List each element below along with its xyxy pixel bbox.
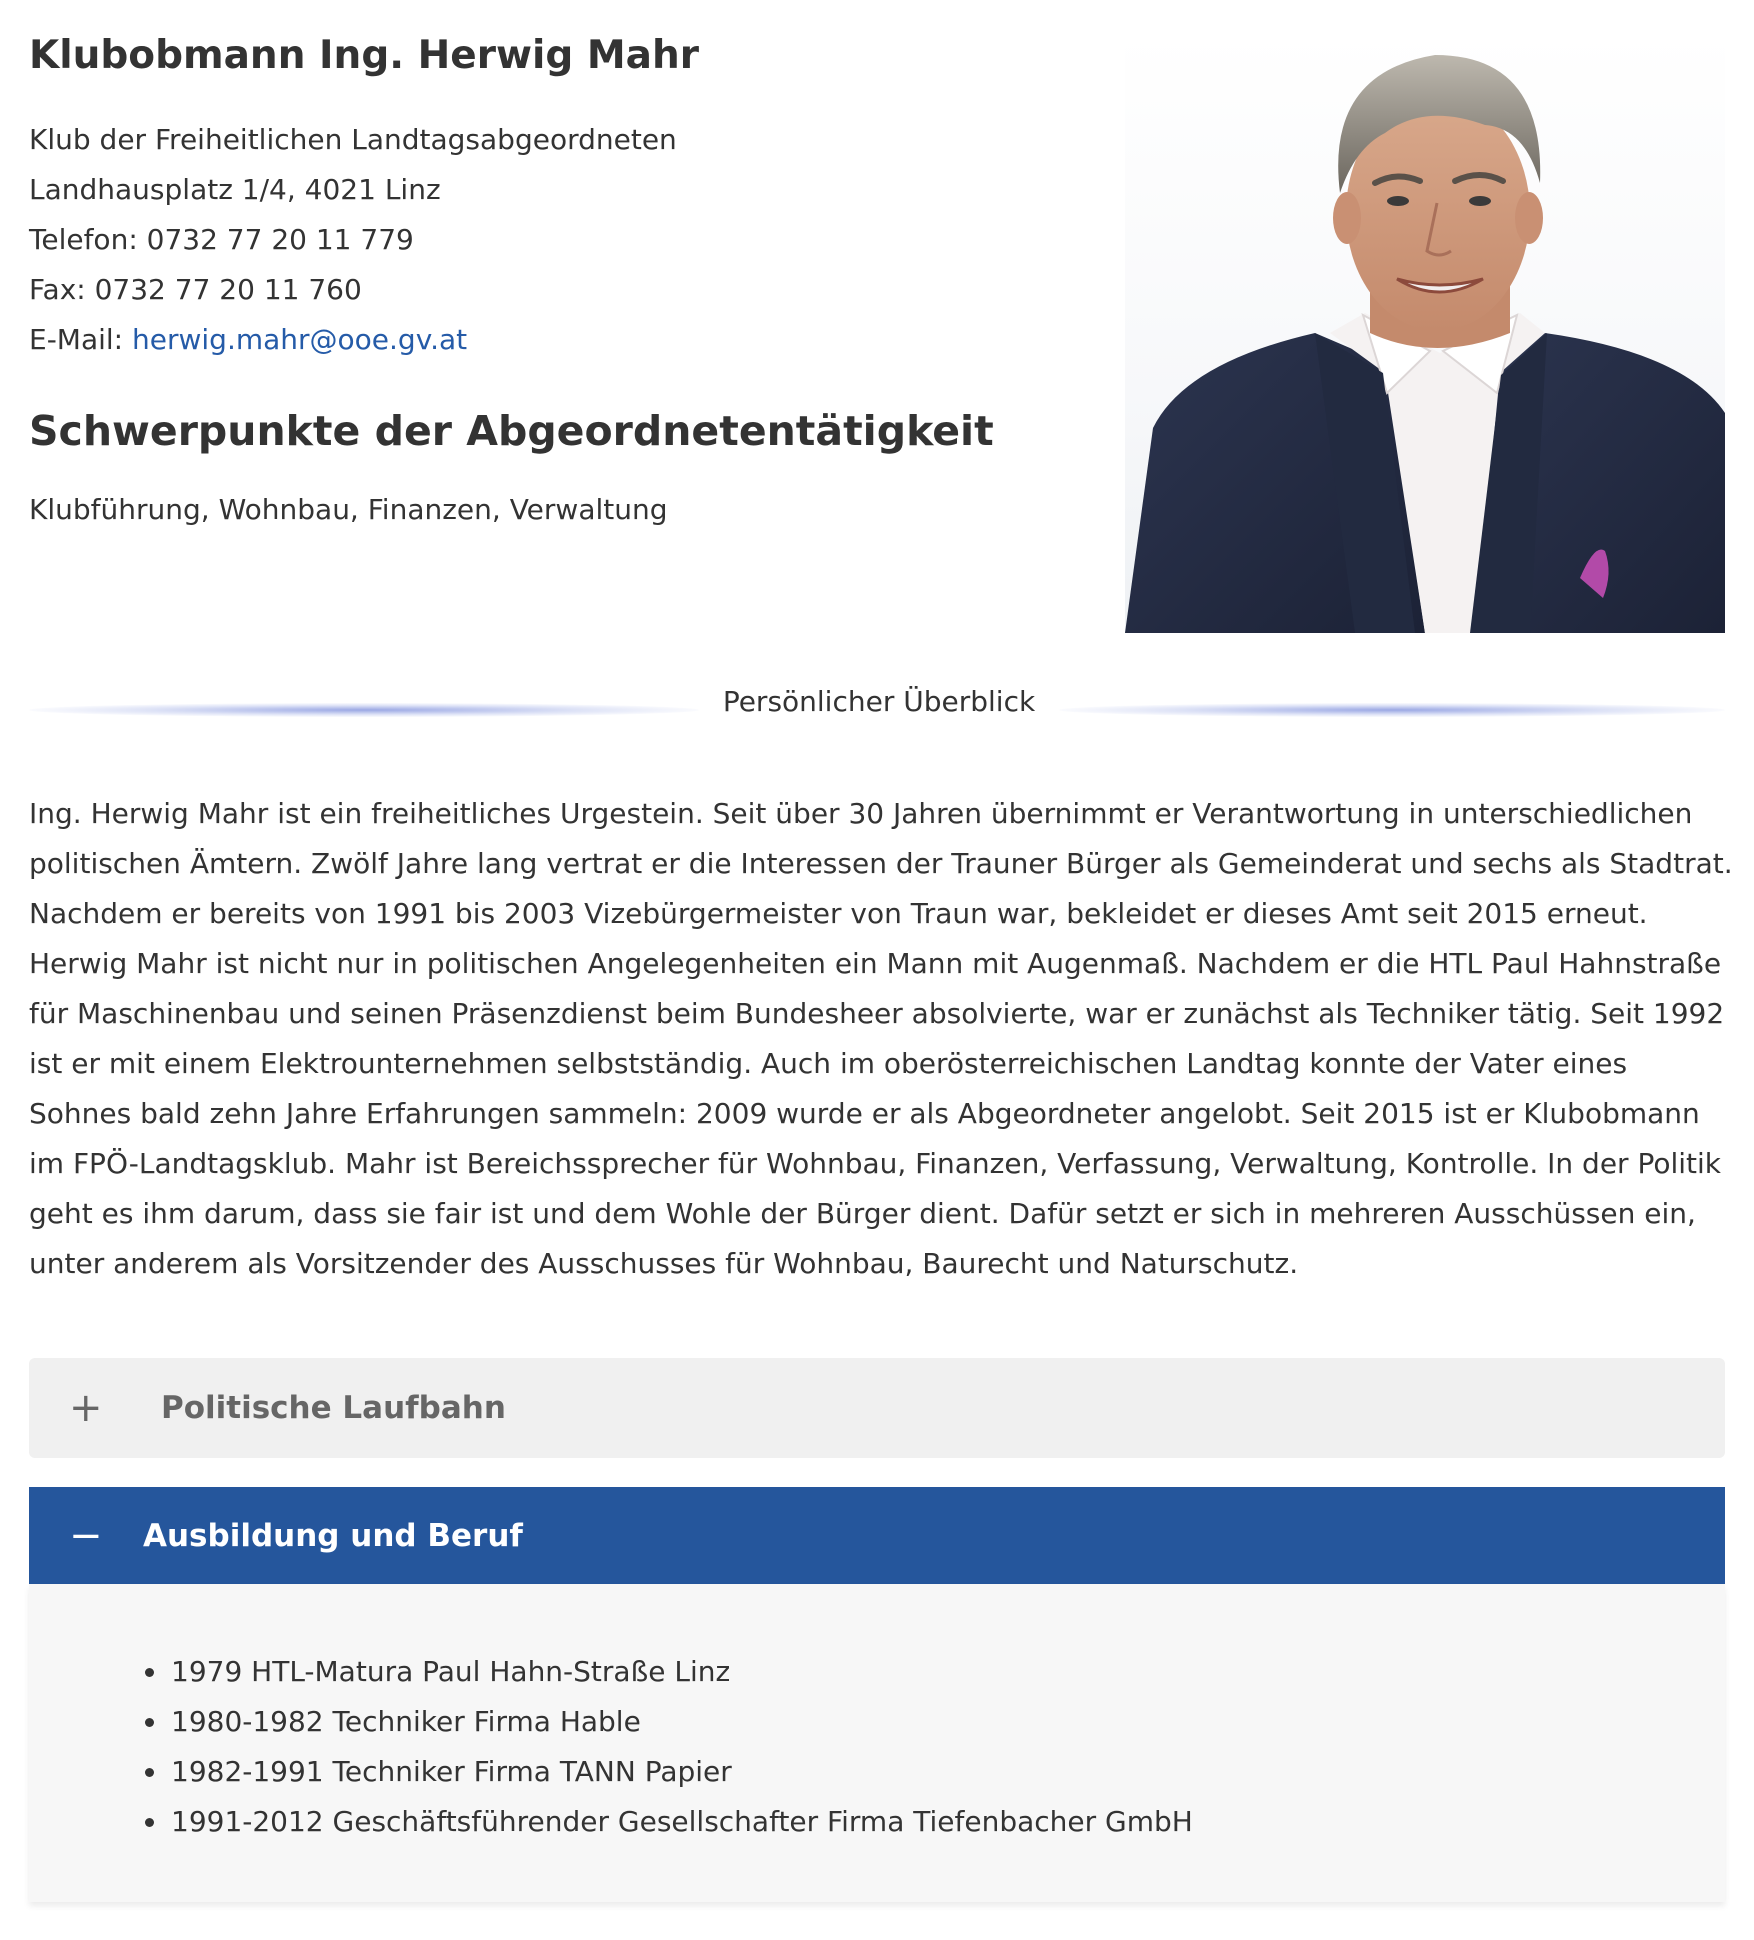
plus-icon: + (69, 1385, 103, 1431)
email-link[interactable]: herwig.mahr@ooe.gv.at (132, 323, 468, 356)
accordion-ausbildung-beruf (29, 1487, 1725, 1902)
bio-line: Nachdem er bereits von 1991 bis 2003 Vizebürgermeister von Traun war, bekleidet er dieses Amt seit 2015 erneut. (29, 897, 1648, 930)
accordion-title: Politische Laufbahn (161, 1390, 506, 1426)
bio-line: Sohnes bald zehn Jahre Erfahrungen sammeln: 2009 wurde er als Abgeordneter angelobt. Seit 2015 ist er Klubobmann (29, 1097, 1700, 1130)
list-item: • 1982-1991 Techniker Firma TANN Papier (169, 1747, 1725, 1797)
list-item: • 1991-2012 Geschäftsführender Gesellschafter Firma Tiefenbacher GmbH (169, 1797, 1725, 1847)
focus-text: Klubführung, Wohnbau, Finanzen, Verwaltung (29, 493, 668, 526)
accordion-politische-laufbahn (29, 1358, 1725, 1458)
bio-line: Herwig Mahr ist nicht nur in politischen Angelegenheiten ein Mann mit Augenmaß. Nachdem er die HTL Paul Hahnstraße (29, 947, 1722, 980)
accordion-header-career[interactable] (29, 1358, 1725, 1458)
portrait-photo (1125, 33, 1725, 633)
bio-line: politischen Ämtern. Zwölf Jahre lang vertrat er die Interessen der Trauner Bürger als Gemeinderat und sechs als Stadtrat. (29, 847, 1733, 880)
contact-email (29, 315, 1127, 365)
bio-line: ist er mit einem Elektrounternehmen selbstständig. Auch im oberösterreichischen Landtag konnte der Vater eines (29, 1047, 1628, 1080)
list-item: • 1980-1982 Techniker Firma Hable (169, 1697, 1725, 1747)
page-title: Klubobmann Ing. Herwig Mahr (29, 33, 699, 78)
profile-header (29, 30, 1127, 530)
contact-phone: Telefon: 0732 77 20 11 779 (29, 223, 414, 256)
list-item: • 1979 HTL-Matura Paul Hahn-Straße Linz (169, 1647, 1725, 1697)
contact-fax: Fax: 0732 77 20 11 760 (29, 273, 362, 306)
focus-heading: Schwerpunkte der Abgeordnetentätigkeit (29, 407, 994, 455)
contact-org: Klub der Freiheitlichen Landtagsabgeordneten (29, 123, 677, 156)
bio-line: unter anderem als Vorsitzender des Ausschusses für Wohnbau, Baurecht und Naturschutz. (29, 1247, 1299, 1280)
contact-block (29, 115, 1127, 365)
contact-address: Landhausplatz 1/4, 4021 Linz (29, 173, 441, 206)
portrait-illustration (1125, 33, 1725, 633)
bio-line: im FPÖ-Landtagsklub. Mahr ist Bereichssprecher für Wohnbau, Finanzen, Verfassung, Verwaltung, Kontrolle. In der Politik (29, 1147, 1722, 1180)
section-divider (29, 680, 1725, 724)
accordion-title: Ausbildung und Beruf (143, 1517, 523, 1554)
bio-paragraph (29, 789, 1733, 1289)
accordion-header-education[interactable] (29, 1487, 1725, 1584)
education-list (141, 1647, 1725, 1847)
bio-line: Ing. Herwig Mahr ist ein freiheitliches Urgestein. Seit über 30 Jahren übernimmt er Verantwortung in unterschiedlichen (29, 797, 1693, 830)
minus-icon: − (69, 1512, 103, 1559)
bio-line: für Maschinenbau und seinen Präsenzdienst beim Bundesheer absolvierte, war er zunächst als Techniker tätig. Seit 1992 (29, 997, 1725, 1030)
accordion-panel-education (29, 1584, 1725, 1902)
bio-line: geht es ihm darum, dass sie fair ist und dem Wohle der Bürger dient. Dafür setzt er sich in mehreren Ausschüssen ein, (29, 1197, 1696, 1230)
email-label: E-Mail: (29, 323, 124, 356)
section-heading-overview: Persönlicher Überblick (722, 685, 1036, 718)
